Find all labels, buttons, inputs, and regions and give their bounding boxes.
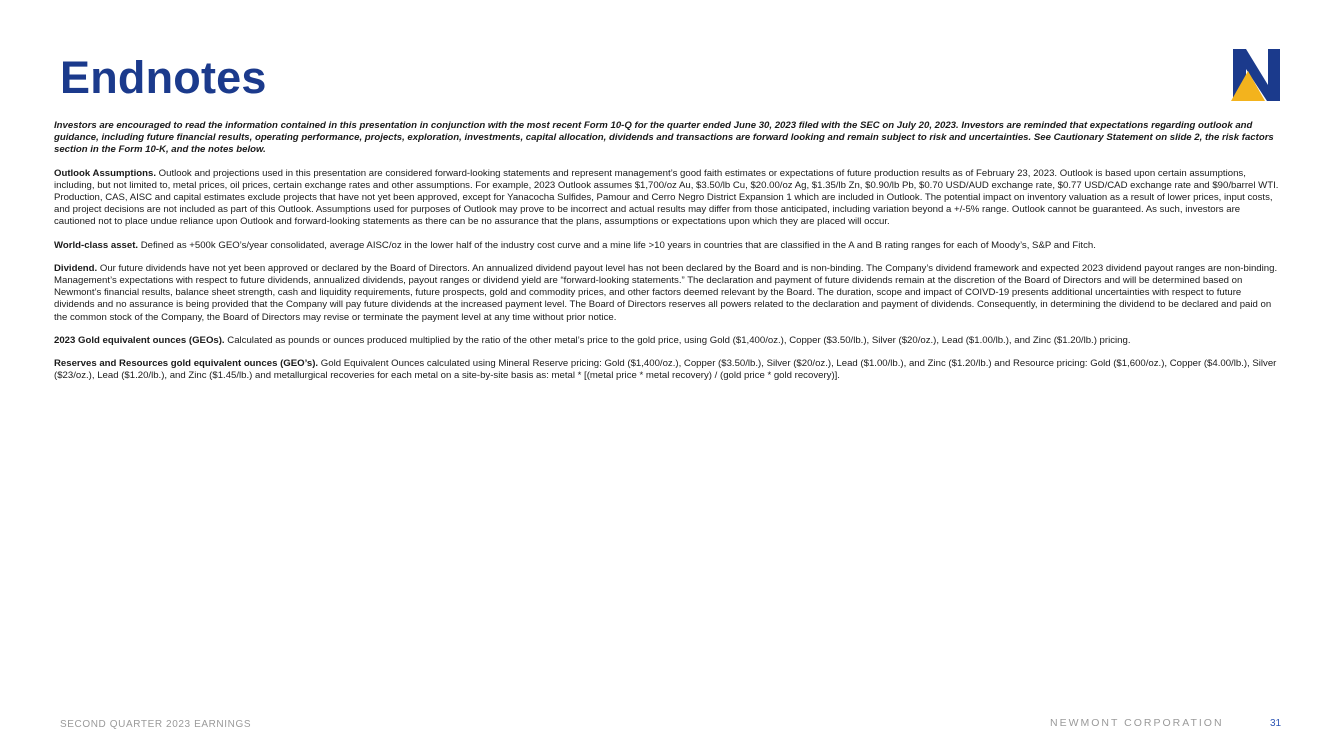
note-heading: Outlook Assumptions. — [54, 167, 156, 179]
note-text: Outlook and projections used in this presentation are considered forward-looking statements and represent management’s good faith estimates or expectations of future production results as of February 23, 2023. Outlook is based upon certain assumptions, including, but not limited to, metal prices, oil prices, certain exchange rates and other assumptions. For example, 2023 Outlook assumes $1,700/oz Au, $3.50/lb Cu, $20.00/oz Ag, $1.35/lb Zn, $0.90/lb Pb, $0.70 USD/AUD exchange rate, $0.77 USD/CAD exchange rate and $90/barrel WTI. Production, CAS, AISC and capital estimates exclude projects that have not yet been approved, except for Yanacocha Sulfides, Pamour and Cerro Negro District Expansion 1 which are included in Outlook. The potential impact on inventory valuation as a result of lower prices, input costs, and project decisions are not included as part of this Outlook. Assumptions used for purposes of Outlook may prove to be incorrect and actual results may differ from those anticipated, including variation beyond a +/-5% range. Outlook cannot be guaranteed. As such, investors are cautioned not to place undue reliance upon Outlook and forward-looking statements as there can be no assurance that the plans, assumptions or expectations upon which they are placed will occur. — [54, 167, 1279, 228]
note-heading: 2023 Gold equivalent ounces (GEOs). — [54, 334, 225, 346]
note-text: Calculated as pounds or ounces produced multiplied by the ratio of the other metal’s price to the gold price, using Gold ($1,400/oz.), Copper ($3.50/lb.), Silver ($20/oz.), Lead ($1.00/lb.), and Zinc ($1.20/lb.) pricing. — [227, 334, 1131, 346]
note-heading: Reserves and Resources gold equivalent ounces (GEO’s). — [54, 358, 319, 370]
note-dividend — [54, 263, 1279, 324]
note-outlook-assumptions — [54, 168, 1279, 229]
endnotes-body — [54, 120, 1279, 393]
note-world-class-asset — [54, 240, 1279, 252]
page-title: Endnotes — [60, 52, 267, 103]
intro-disclaimer: Investors are encouraged to read the information contained in this presentation in conjunction with the most recent Form 10-Q for the quarter ended June 30, 2023 filed with the SEC on July 20, 2023. Investors are reminded that expectations regarding outlook and guidance, including future financial results, operating performance, projects, exploration, investments, capital allocation, dividends and transactions are forward looking and remain subject to risk and uncertainties. See Cautionary Statement on slide 2, the risk factors section in the Form 10-K, and the notes below. — [54, 120, 1274, 156]
note-text: Gold Equivalent Ounces calculated using Mineral Reserve pricing: Gold ($1,400/oz.), Copper ($3.50/lb.), Silver ($20/oz.), Lead ($1.00/lb.), and Zinc ($1.20/lb.) and Resource pricing: Gold ($1,600/oz.), Copper ($4.00/lb.), Silver ($23/oz.), Lead ($1.20/lb.), and Zinc ($1.45/lb.) and metallurgical recoveries for each metal on a site-by-site basis as: metal * [(metal price * metal recovery) / (gold price * gold recovery)]. — [54, 358, 1277, 382]
page-number: 31 — [1270, 718, 1282, 729]
footer-report-name: SECOND QUARTER 2023 EARNINGS — [60, 719, 252, 730]
newmont-logo-icon — [1228, 47, 1292, 105]
note-heading: World-class asset. — [54, 239, 139, 251]
note-reserves-resources-geo — [54, 358, 1279, 382]
footer-company-name: NEWMONT CORPORATION — [1050, 717, 1224, 729]
note-heading: Dividend. — [54, 262, 98, 274]
note-gold-equivalent-ounces — [54, 335, 1279, 347]
note-text: Our future dividends have not yet been approved or declared by the Board of Directors. An annualized dividend payout level has not been declared by the Board and is non-binding. The Company’s dividend framework and expected 2023 dividend payout ranges are non-binding. Management’s expectations with respect to future dividends, annualized dividends, payout ranges or dividend yield are “forward-looking statements.” The declaration and payment of future dividends remain at the discretion of the Board of Directors and will be determined based on Newmont’s financial results, balance sheet strength, cash and liquidity requirements, future prospects, gold and commodity prices, and other factors deemed relevant by the Board. The duration, scope and impact of COIVD-19 presents additional uncertainties with respect to future dividends and no assurance is being provided that the Company will pay future dividends at the increased payment level. The Board of Directors reserves all powers related to the declaration and payment of dividends. Consequently, in determining the dividend to be declared and paid on the common stock of the Company, the Board of Directors may revise or terminate the payment level at any time without prior notice. — [54, 262, 1278, 323]
note-text: Defined as +500k GEO’s/year consolidated, average AISC/oz in the lower half of the industry cost curve and a mine life >10 years in countries that are classified in the A and B rating ranges for each of Moody’s, S&P and Fitch. — [140, 239, 1096, 251]
